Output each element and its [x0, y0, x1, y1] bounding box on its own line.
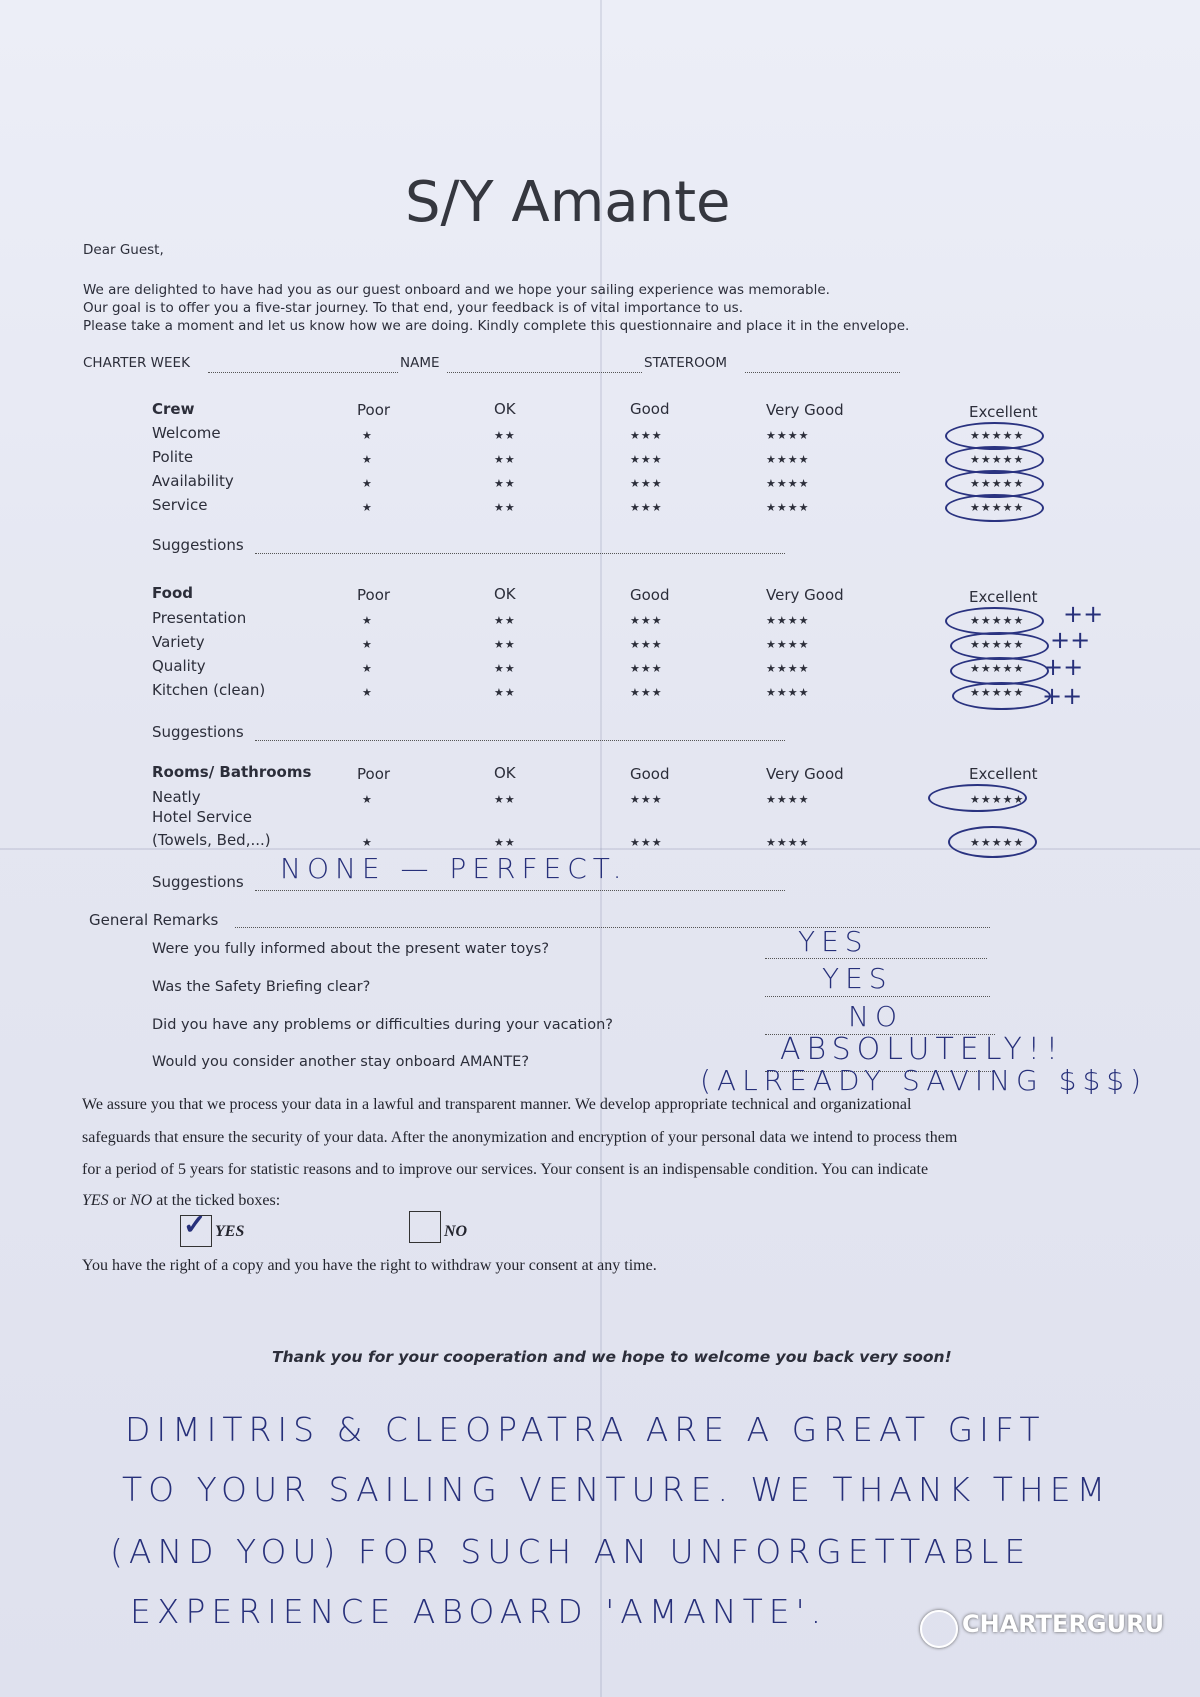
intro-line-2: Our goal is to offer you a five-star journey. To that end, your feedback is of vital importance to us. [83, 300, 744, 316]
answer-line-safety-briefing[interactable] [765, 995, 990, 997]
food-col-good: Good [630, 586, 670, 604]
crew-row-1-stars-3[interactable]: ★★★ [630, 453, 663, 466]
handwritten-note-line-4: EXPERIENCE ABOARD 'AMANTE'. [130, 1592, 828, 1631]
rooms-item-towels: (Towels, Bed,...) [152, 831, 271, 849]
food-item-variety: Variety [152, 633, 205, 651]
answer-water-toys: YES [798, 925, 869, 958]
food-row-2-stars-5[interactable]: ★★★★★ [970, 662, 1025, 675]
food-row-2-stars-3[interactable]: ★★★ [630, 662, 663, 675]
crew-row-1-stars-5[interactable]: ★★★★★ [970, 453, 1025, 466]
rooms-heading: Rooms/ Bathrooms [152, 763, 312, 781]
crew-row-3-stars-2[interactable]: ★★ [494, 501, 516, 514]
crew-row-2-stars-2[interactable]: ★★ [494, 477, 516, 490]
intro-line-1: We are delighted to have had you as our guest onboard and we hope your sailing experience was memorable. [83, 282, 830, 298]
rooms-row-1-stars-4[interactable]: ★★★★ [766, 836, 810, 849]
rooms-towels-selection-circle[interactable] [948, 826, 1037, 858]
privacy-ticked-boxes-text: at the ticked boxes: [152, 1192, 281, 1209]
rooms-row-1-stars-1[interactable]: ★ [362, 836, 373, 849]
food-col-excellent: Excellent [969, 588, 1038, 606]
privacy-line-3: for a period of 5 years for statistic reasons and to improve our services. Your consent is an indispensable condition. You can indicate [82, 1161, 929, 1178]
privacy-line-4 [82, 1192, 280, 1210]
rooms-col-poor: Poor [357, 765, 391, 783]
watermark: CHARTERGURU [962, 1610, 1165, 1638]
stateroom-field[interactable] [745, 371, 900, 373]
crew-row-0-stars-5[interactable]: ★★★★★ [970, 429, 1025, 442]
question-problems: Did you have any problems or difficulties during your vacation? [152, 1017, 613, 1033]
rooms-row-0-stars-1[interactable]: ★ [362, 793, 373, 806]
crew-row-2-stars-3[interactable]: ★★★ [630, 477, 663, 490]
crew-col-poor: Poor [357, 401, 391, 419]
intro-line-3: Please take a moment and let us know how we are doing. Kindly complete this questionnaire and place it in the envelope. [83, 318, 910, 334]
food-row-1-stars-1[interactable]: ★ [362, 638, 373, 651]
crew-item-polite: Polite [152, 448, 194, 466]
food-col-poor: Poor [357, 586, 391, 604]
crew-row-0-stars-3[interactable]: ★★★ [630, 429, 663, 442]
crew-row-2-stars-4[interactable]: ★★★★ [766, 477, 810, 490]
crew-row-3-stars-5[interactable]: ★★★★★ [970, 501, 1025, 514]
answer-another-stay: ABSOLUTELY!! [780, 1032, 1064, 1067]
crew-suggestions-label: Suggestions [152, 536, 244, 554]
privacy-rights: You have the right of a copy and you have the right to withdraw your consent at any time. [82, 1257, 657, 1274]
food-row-0-stars-4[interactable]: ★★★★ [766, 614, 810, 627]
food-variety-selection-circle[interactable] [950, 632, 1049, 660]
food-kitchen-annotation: ++ [1042, 682, 1083, 710]
crew-row-2-stars-5[interactable]: ★★★★★ [970, 477, 1025, 490]
food-item-presentation: Presentation [152, 609, 247, 627]
food-col-very-good: Very Good [766, 586, 844, 604]
rooms-suggestions-field[interactable] [255, 889, 785, 891]
food-suggestions-label: Suggestions [152, 723, 244, 741]
food-row-3-stars-1[interactable]: ★ [362, 686, 373, 699]
food-row-2-stars-4[interactable]: ★★★★ [766, 662, 810, 675]
food-row-1-stars-4[interactable]: ★★★★ [766, 638, 810, 651]
crew-col-excellent: Excellent [969, 403, 1038, 421]
food-row-1-stars-3[interactable]: ★★★ [630, 638, 663, 651]
answer-problems: NO [848, 1000, 903, 1033]
rooms-col-ok: OK [494, 764, 516, 782]
handwritten-note-line-2: TO YOUR SAILING VENTURE. WE THANK THEM [122, 1470, 1112, 1509]
privacy-line-2: safeguards that ensure the security of your data. After the anonymization and encryption of your personal data we intend to process them [82, 1129, 958, 1146]
rooms-row-0-stars-4[interactable]: ★★★★ [766, 793, 810, 806]
crew-item-availability: Availability [152, 472, 234, 490]
food-row-3-stars-5[interactable]: ★★★★★ [970, 686, 1025, 699]
rooms-row-1-stars-5[interactable]: ★★★★★ [970, 836, 1025, 849]
food-row-0-stars-5[interactable]: ★★★★★ [970, 614, 1025, 627]
name-field[interactable] [447, 371, 642, 373]
question-another-stay: Would you consider another stay onboard AMANTE? [152, 1054, 530, 1070]
crew-row-0-stars-4[interactable]: ★★★★ [766, 429, 810, 442]
crew-row-0-stars-1[interactable]: ★ [362, 429, 373, 442]
food-col-ok: OK [494, 585, 516, 603]
charter-week-field[interactable] [208, 371, 398, 373]
rooms-col-good: Good [630, 765, 670, 783]
crew-col-very-good: Very Good [766, 401, 844, 419]
general-remarks-field[interactable] [235, 926, 990, 928]
food-row-3-stars-3[interactable]: ★★★ [630, 686, 663, 699]
food-suggestions-field[interactable] [255, 739, 785, 741]
food-row-3-stars-2[interactable]: ★★ [494, 686, 516, 699]
privacy-line-1: We assure you that we process your data in a lawful and transparent manner. We develop appropriate technical and organizational [82, 1096, 912, 1113]
stateroom-label: STATEROOM [644, 355, 728, 371]
privacy-no-word: NO [130, 1192, 153, 1209]
food-presentation-annotation: ++ [1063, 600, 1104, 628]
crew-item-welcome: Welcome [152, 424, 221, 442]
rooms-row-0-stars-2[interactable]: ★★ [494, 793, 516, 806]
food-row-2-stars-1[interactable]: ★ [362, 662, 373, 675]
crew-row-3-stars-4[interactable]: ★★★★ [766, 501, 810, 514]
general-remarks-label: General Remarks [89, 911, 219, 929]
food-heading: Food [152, 584, 193, 602]
crew-item-service: Service [152, 496, 208, 514]
crew-heading: Crew [152, 400, 195, 418]
food-kitchen-selection-circle[interactable] [952, 682, 1051, 710]
consent-yes-checkbox[interactable] [180, 1210, 212, 1247]
rooms-item-hotel-service: Hotel Service [152, 808, 252, 826]
crew-col-ok: OK [494, 400, 516, 418]
answer-safety-briefing: YES [822, 962, 893, 995]
handwritten-note-line-3: (AND YOU) FOR SUCH AN UNFORGETTABLE [110, 1532, 1032, 1571]
question-safety-briefing: Was the Safety Briefing clear? [152, 979, 371, 995]
rooms-suggestions-handwritten: NONE — PERFECT. [280, 852, 628, 885]
food-row-1-stars-2[interactable]: ★★ [494, 638, 516, 651]
form-title: S/Y Amante [405, 170, 731, 235]
food-row-1-stars-5[interactable]: ★★★★★ [970, 638, 1025, 651]
crew-suggestions-field[interactable] [255, 552, 785, 554]
food-row-3-stars-4[interactable]: ★★★★ [766, 686, 810, 699]
rooms-suggestions-label: Suggestions [152, 873, 244, 891]
food-item-kitchen: Kitchen (clean) [152, 681, 266, 699]
food-quality-annotation: ++ [1043, 653, 1084, 681]
rooms-col-very-good: Very Good [766, 765, 844, 783]
food-presentation-selection-circle[interactable] [945, 607, 1044, 635]
crew-row-2-stars-1[interactable]: ★ [362, 477, 373, 490]
crew-row-3-stars-3[interactable]: ★★★ [630, 501, 663, 514]
rooms-row-1-stars-2[interactable]: ★★ [494, 836, 516, 849]
food-quality-selection-circle[interactable] [950, 657, 1049, 685]
crew-row-1-stars-1[interactable]: ★ [362, 453, 373, 466]
crew-col-good: Good [630, 400, 670, 418]
crew-row-3-stars-1[interactable]: ★ [362, 501, 373, 514]
rooms-row-1-stars-3[interactable]: ★★★ [630, 836, 663, 849]
rooms-item-neatly: Neatly [152, 788, 201, 806]
handwritten-note-line-1: DIMITRIS & CLEOPATRA ARE A GREAT GIFT [125, 1410, 1046, 1449]
checkmark-icon: ✓ [183, 1210, 207, 1241]
privacy-or-word: or [108, 1192, 130, 1209]
consent-yes-label: YES [215, 1223, 245, 1240]
thank-you-message: Thank you for your cooperation and we hope to welcome you back very soon! [272, 1348, 952, 1366]
privacy-yes-word: YES [82, 1192, 109, 1209]
question-water-toys: Were you fully informed about the present water toys? [152, 941, 550, 957]
crew-service-selection-circle[interactable] [945, 494, 1044, 522]
food-item-quality: Quality [152, 657, 206, 675]
crew-row-1-stars-4[interactable]: ★★★★ [766, 453, 810, 466]
food-row-0-stars-3[interactable]: ★★★ [630, 614, 663, 627]
food-row-0-stars-1[interactable]: ★ [362, 614, 373, 627]
rooms-neatly-selection-circle[interactable] [928, 784, 1027, 812]
food-variety-annotation: ++ [1050, 626, 1091, 654]
food-row-0-stars-2[interactable]: ★★ [494, 614, 516, 627]
consent-no-label: NO [444, 1223, 468, 1240]
charter-week-label: CHARTER WEEK [83, 355, 190, 371]
crew-row-1-stars-2[interactable]: ★★ [494, 453, 516, 466]
food-row-2-stars-2[interactable]: ★★ [494, 662, 516, 675]
rooms-col-excellent: Excellent [969, 765, 1038, 783]
rooms-row-0-stars-3[interactable]: ★★★ [630, 793, 663, 806]
greeting: Dear Guest, [83, 242, 164, 258]
anchor-logo-icon [920, 1610, 958, 1648]
rooms-row-0-stars-5[interactable]: ★★★★★ [970, 793, 1025, 806]
consent-no-checkbox[interactable] [409, 1211, 441, 1243]
crew-row-0-stars-2[interactable]: ★★ [494, 429, 516, 442]
answer-another-stay-extra: (ALREADY SAVING $$$) [700, 1064, 1147, 1097]
name-label: NAME [400, 355, 440, 371]
